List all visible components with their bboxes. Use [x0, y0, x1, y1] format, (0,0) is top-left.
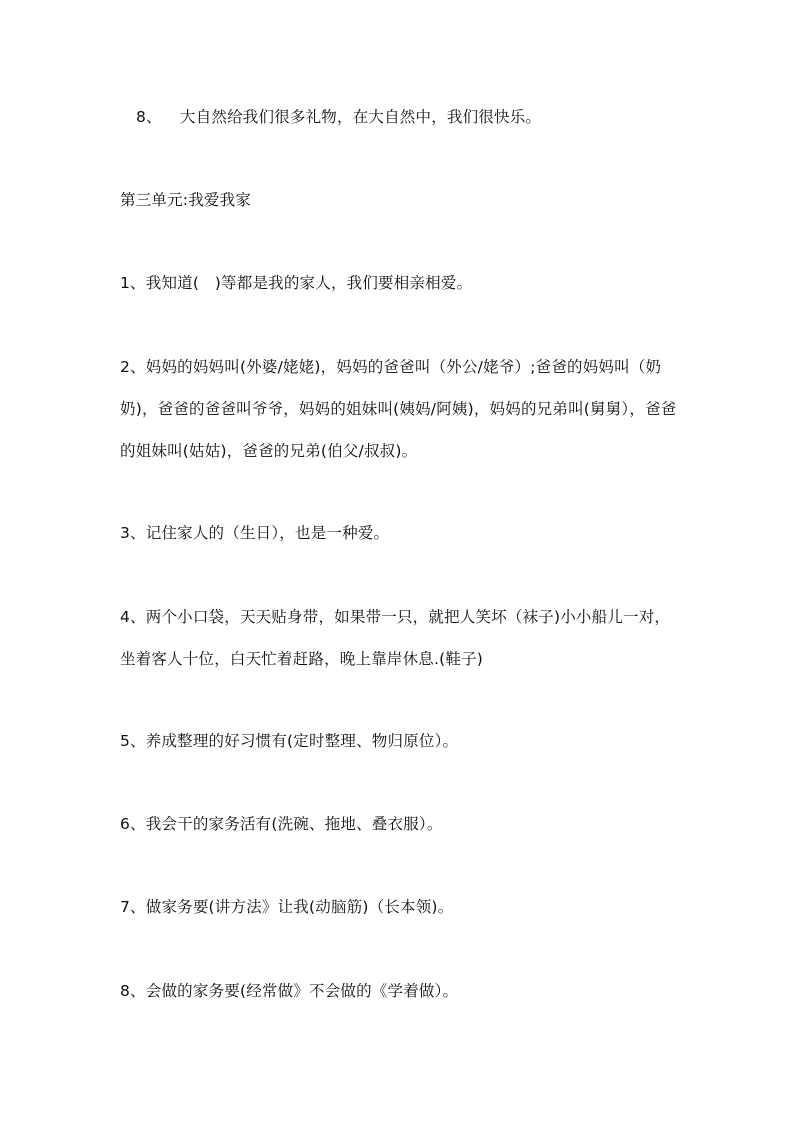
- intro-item: [120, 104, 680, 130]
- section-title: 第三单元:我爱我家: [120, 191, 252, 209]
- list-item-2: 2、妈妈的妈妈叫(外婆/姥姥)，妈妈的爸爸叫（外公/姥爷）;爸爸的妈妈叫（奶奶)，爸爸的爸爸叫爷爷，妈妈的姐妹叫(姨妈/阿姨)，妈妈的兄弟叫(舅舅），爸爸的姐妹叫(姑姑)，爸爸的兄弟(伯父/叔叔)。: [120, 358, 677, 460]
- list-item-6: 6、我会干的家务活有(洗碗、拖地、叠衣服）。: [120, 815, 443, 833]
- list-item-8: 8、会做的家务要(经常做》不会做的《学着做）。: [120, 982, 459, 1000]
- list-item-1: 1、我知道( )等都是我的家人，我们要相亲相爱。: [120, 274, 473, 292]
- intro-number: 8、: [136, 108, 162, 126]
- intro-text: 大自然给我们很多礼物，在大自然中，我们很快乐。: [180, 108, 542, 126]
- list-item-7: 7、做家务要(讲方法》让我(动脑筋)（长本领)。: [120, 898, 454, 916]
- list-item-4: 4、两个小口袋，天天贴身带，如果带一只，就把人笑坏（袜子)小小船儿一对，坐着客人十位，白天忙着赶路，晚上靠岸休息.(鞋子): [120, 608, 671, 668]
- list-item-3: 3、记住家人的（生日），也是一种爱。: [120, 524, 390, 542]
- list-item-5: 5、养成整理的好习惯有(定时整理、物归原位）。: [120, 732, 459, 750]
